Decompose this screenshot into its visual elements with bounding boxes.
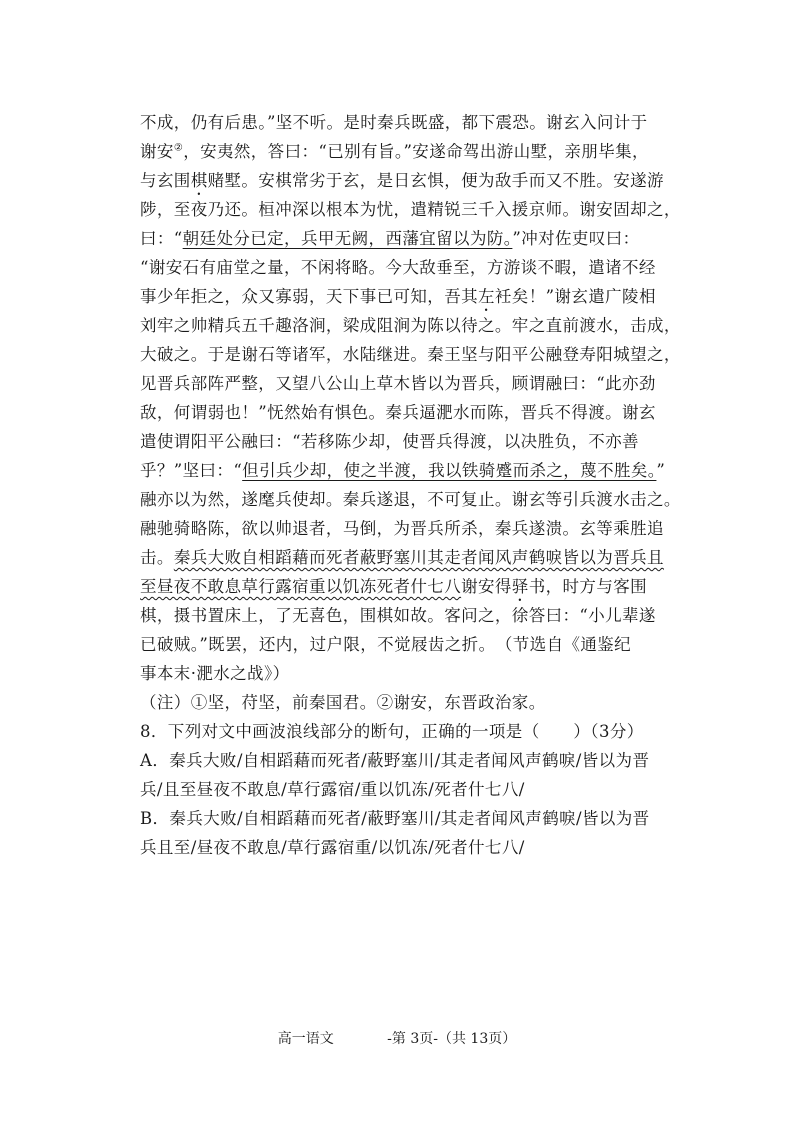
passage-line [140,253,660,282]
option-a-line-1: A．秦兵大败/自相蹈藉而死者/蔽野塞川/其走者闻风声鹤唳/皆以为晋 [140,751,650,770]
document-page [140,108,681,862]
footnote-marker: ② [173,142,184,154]
passage-text-segment: 事少年拒之，众又寡弱，天下事已可知，吾其 [140,287,478,306]
wavy-underlined-text: 秦兵大败自相蹈藉而死者蔽野塞川其走者闻风声鹤唳皆以为晋兵且 [173,548,664,567]
emphasized-character: 左 [478,287,495,306]
passage-text-segment: 赌墅。安棋常劣于玄，是日玄惧，便为敌手而又不胜。安遂游 [207,171,664,190]
passage-text-segment: 大破之。于是谢石等诸军，水陆继进。秦王坚与阳平公融登寿阳城望之， [140,345,681,364]
passage-text-segment: 乎？”坚曰：“ [140,461,243,480]
passage-line [140,427,660,456]
passage-text [140,108,681,688]
option-a-line-2: 兵/且至昼夜不敢息/草行露宿/重以饥冻/死者什七八/ [140,780,525,799]
underlined-sentence: 但引兵少却，使之半渡，我以铁骑蹙而杀之，蔑不胜矣。 [242,461,657,480]
passage-text-segment: 融驰骑略陈，欲以帅退者，马倒，为晋兵所杀，秦兵遂溃。玄等乘胜追 [140,519,664,538]
option-b-line-2: 兵且至/昼夜不敢息/草行露宿重/以饥冻/死者什七八/ [140,838,525,857]
passage-text-segment: 融亦以为然，遂麾兵使却。秦兵遂退，不可复止。谢玄等引兵渡水击之。 [140,490,681,509]
footer-page-number: -第 3页-（共 13页） [387,1031,517,1047]
passage-line [140,630,660,659]
footer-gap [334,1031,387,1047]
passage-line [140,398,660,427]
passage-line [140,514,664,543]
passage-text-segment: 刘牢之帅精兵五千趣洛涧，梁成阻涧为陈以待之。牢之直前渡水，击成， [140,316,681,335]
page-footer [0,1029,794,1049]
passage-line [140,224,660,253]
passage-text-segment: 敌，何谓弱也！”怃然始有惧色。秦兵逼淝水而陈，晋兵不得渡。谢玄 [140,403,656,422]
passage-line [140,485,681,514]
passage-text-segment: 击。 [140,548,174,567]
emphasized-character: 棋 [190,171,208,190]
passage-text-segment: “谢安石有庙堂之量，不闲将略。今大敌垂至，方游谈不暇，遣诸不经 [140,258,656,277]
passage-line [140,543,664,572]
passage-text-segment: 遣使谓阳平公融曰：“若移陈少却，使晋兵得渡，以决胜负，不亦善 [140,432,639,451]
passage-text-segment: 衽矣！”谢玄遣广陵相 [494,287,656,306]
passage-text-segment: 已破贼。”既罢，还内，过户限，不觉屐齿之折。 （节选自《通鉴纪 [140,635,632,654]
passage-text-segment: 不成，仍有后患。”坚不听。是时秦兵既盛，都下震恐。谢玄入问计于 [140,113,648,132]
passage-text-segment: ，安夷然，答曰：“已别有旨。”安遂命驾出游山墅，亲朋毕集， [183,142,649,161]
question-stem: 8．下列对文中画波浪线部分的断句，正确的一项是（ ）（3分） [140,722,644,741]
footer-subject: 高一语文 [277,1031,334,1047]
passage-line [140,282,660,311]
passage-text-segment: 棋，摄书置床上，了无喜色，围棋如故。客问之，徐答曰：“小儿辈遂 [140,606,656,625]
passage-line [140,195,681,224]
passage-text-segment: ”冲对佐吏叹曰： [512,229,640,248]
passage-text-segment: 陟，至夜乃还。桓冲深以根本为忧，遣精锐三千入援京师。谢安固却之， [140,200,681,219]
passage-line [140,137,660,166]
question-8 [140,717,660,862]
passage-text-segment: 谢安得 [461,577,512,596]
passage-line [140,108,660,137]
underlined-sentence: 朝廷处分已定，兵甲无阙，西藩宜留以为防。 [182,229,513,248]
emphasized-character: 驿 [511,577,529,596]
passage-text-segment: ” [656,461,666,480]
annotation-note: （注）①坚，苻坚，前秦国君。②谢安，东晋政治家。 [140,693,546,712]
option-b-line-1: B．秦兵大败/自相蹈藉而死者/蔽野塞川/其走者闻风声鹤唳/皆以为晋 [140,809,650,828]
passage-line [140,456,666,485]
passage-line [140,166,664,195]
passage-line [140,369,660,398]
passage-line [140,601,660,630]
passage-line [140,659,660,688]
passage-line [140,340,681,369]
passage-line [140,311,681,340]
wavy-underlined-text: 至昼夜不敢息草行露宿重以饥冻死者什七八 [140,577,462,596]
passage-text-segment: 与玄围 [140,171,191,190]
passage-text-segment: 曰：“ [140,229,183,248]
passage-line [140,572,660,601]
passage-text-segment: 书，时方与客围 [528,577,648,596]
passage-text-segment: 见晋兵部阵严整，又望八公山上草木皆以为晋兵，顾谓融曰：“此亦劲 [140,374,656,393]
passage-text-segment: 事本末·淝水之战》） [140,664,290,683]
passage-text-segment: 谢安 [140,142,174,161]
